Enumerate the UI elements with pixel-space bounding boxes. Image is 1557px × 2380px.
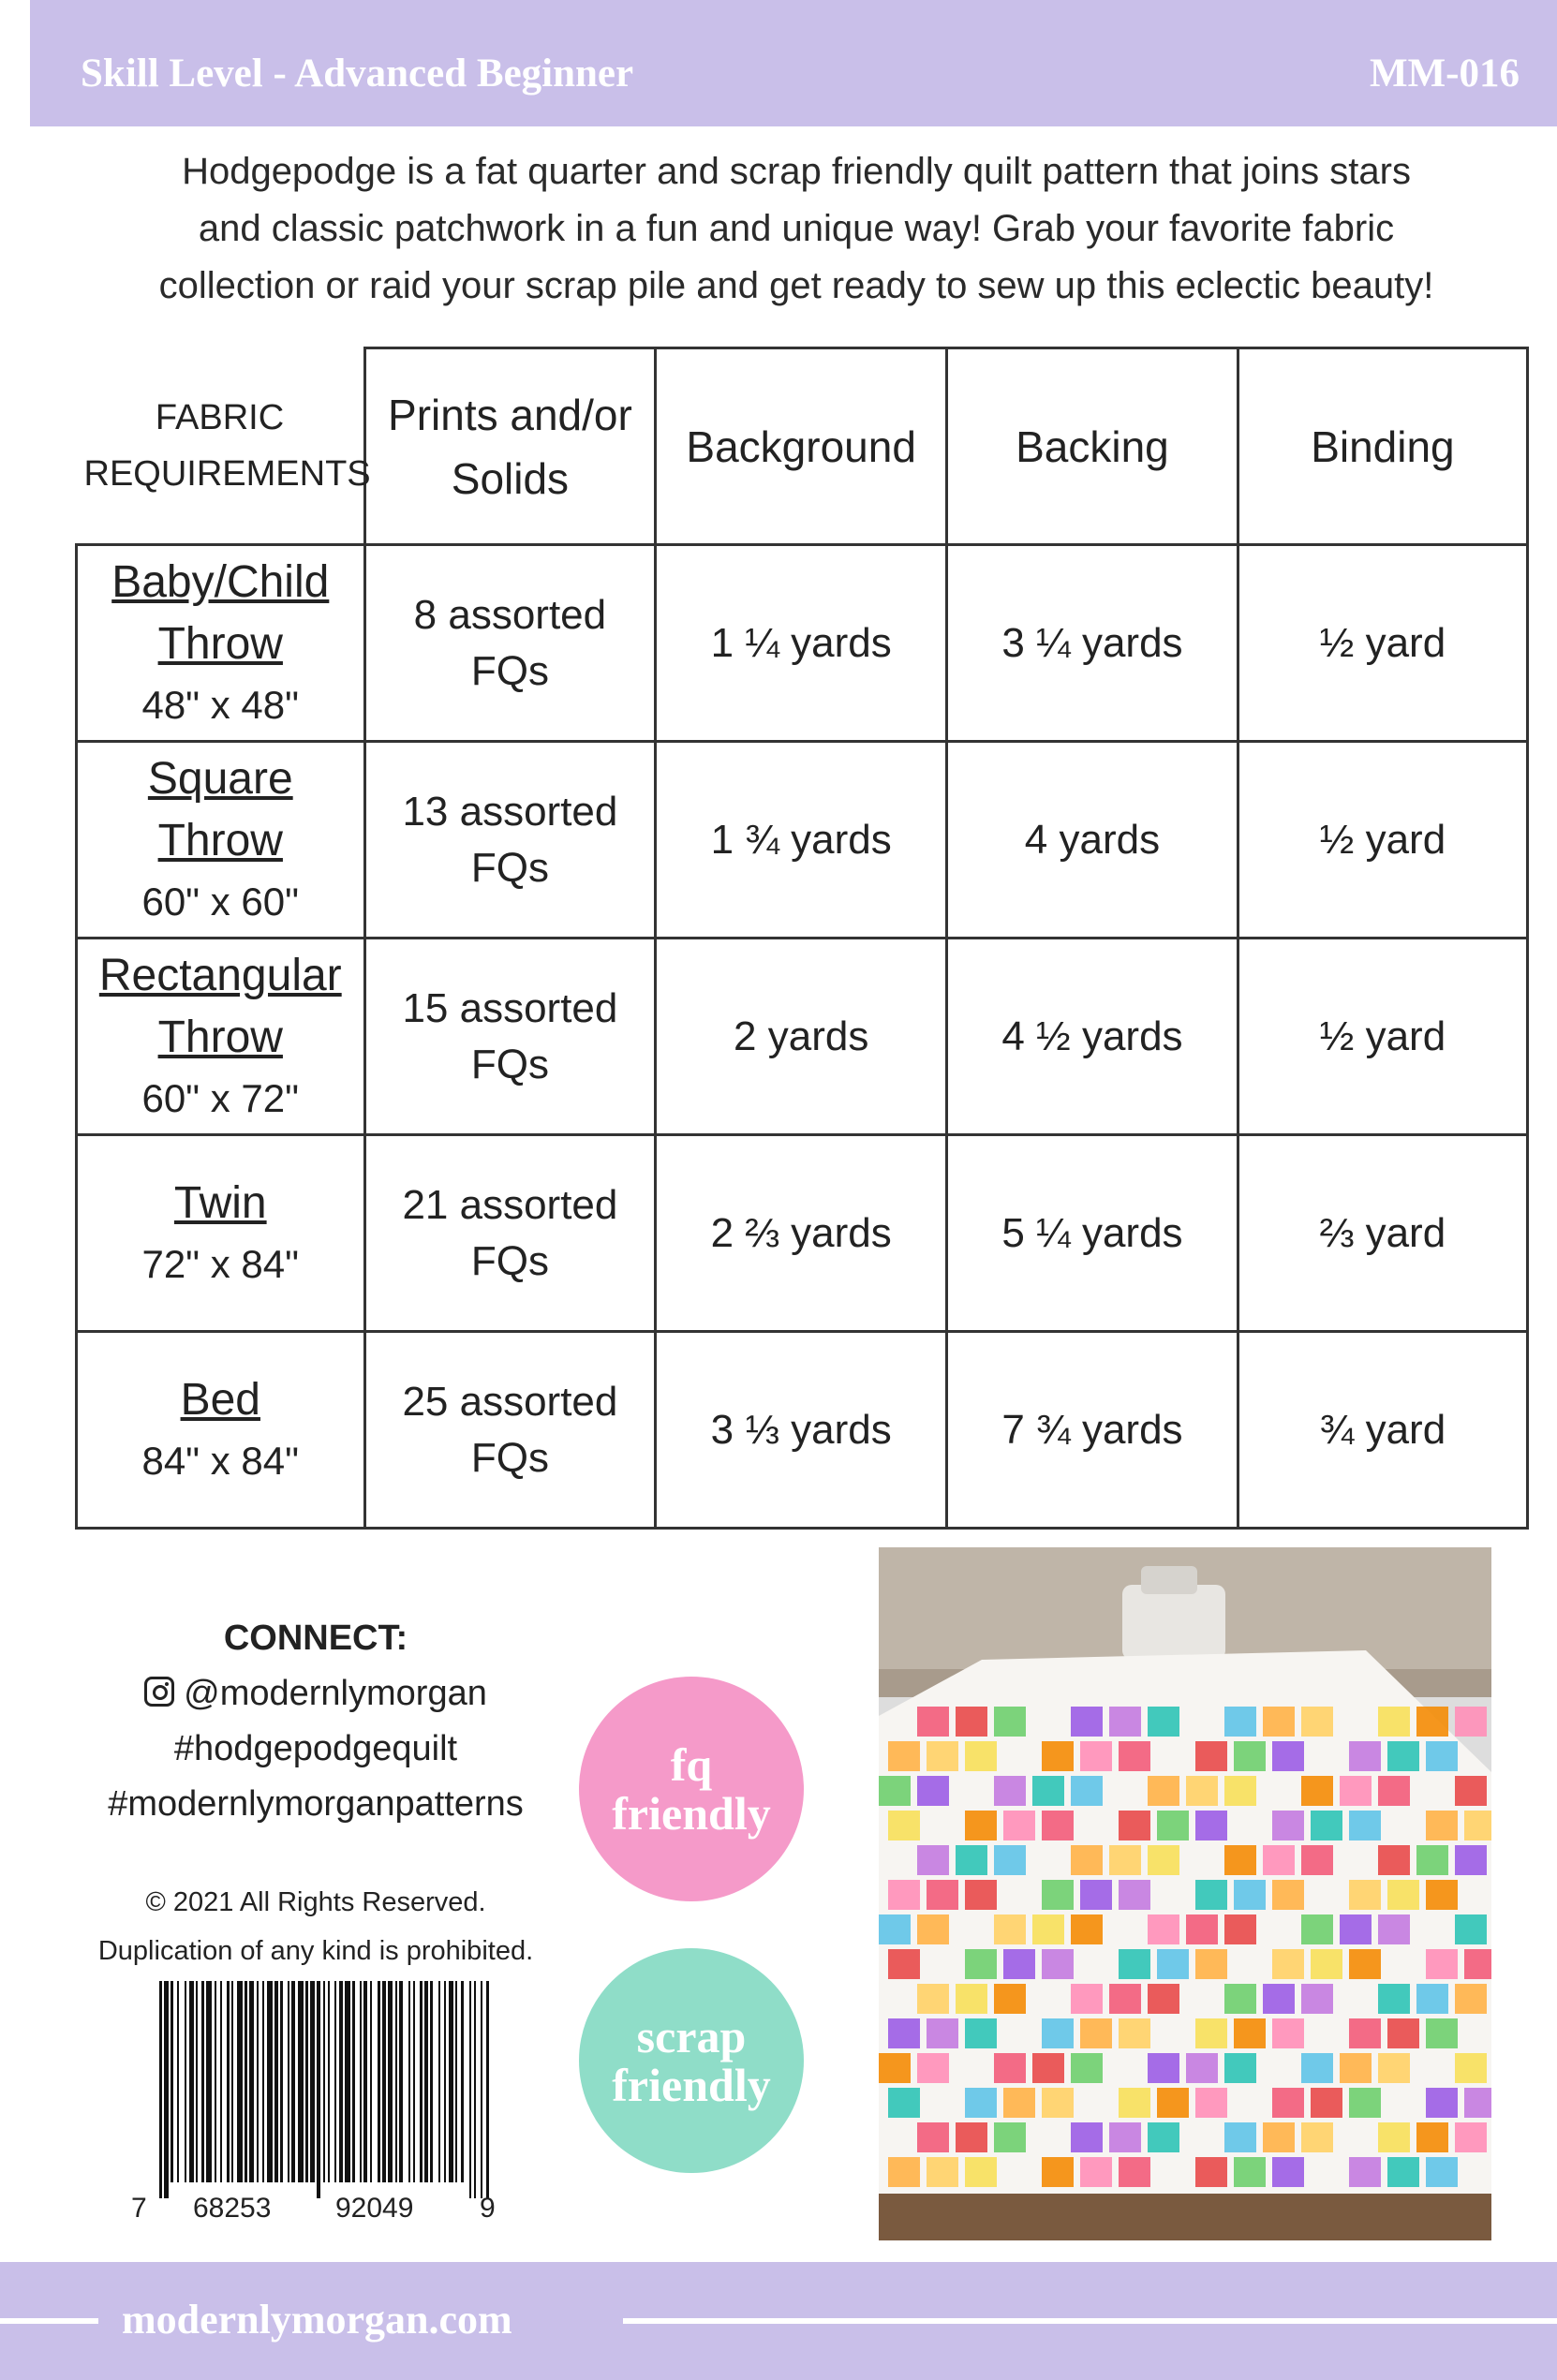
connect-title: CONNECT: bbox=[223, 1619, 408, 1658]
instagram-icon bbox=[144, 1677, 174, 1707]
barcode bbox=[131, 1981, 498, 2225]
background-cell: 2 ⅔ yards bbox=[656, 1135, 947, 1332]
footer-rule-left bbox=[0, 2318, 98, 2324]
quilt-dimensions: 84" x 84" bbox=[141, 1438, 300, 1483]
corner-label: FABRIC REQUIREMENTS bbox=[77, 348, 365, 545]
prints-cell: 13 assorted FQs bbox=[364, 742, 656, 939]
prints-cell: 25 assorted FQs bbox=[364, 1332, 656, 1529]
rights-notice bbox=[86, 1878, 545, 1975]
instagram-handle-row bbox=[86, 1666, 545, 1722]
quilt-dimensions: 60" x 60" bbox=[141, 879, 300, 924]
footer-band bbox=[0, 2262, 1557, 2380]
fq-friendly-badge: fq friendly bbox=[579, 1677, 804, 1901]
quilt-size-cell bbox=[77, 1135, 365, 1332]
quilt-size-name: Rectangular Throw bbox=[98, 950, 342, 1062]
pattern-code: MM-016 bbox=[1370, 52, 1520, 96]
background-cell: 1 ¼ yards bbox=[656, 545, 947, 742]
prints-cell: 8 assorted FQs bbox=[364, 545, 656, 742]
binding-cell: ½ yard bbox=[1238, 742, 1527, 939]
intro-line: Hodgepodge is a fat quarter and scrap friendly quilt pattern that joins stars bbox=[182, 151, 1411, 192]
background-cell: 2 yards bbox=[656, 939, 947, 1135]
quilt-size-name: Twin bbox=[173, 1177, 267, 1228]
binding-cell: ⅔ yard bbox=[1238, 1135, 1527, 1332]
binding-cell: ¾ yard bbox=[1238, 1332, 1527, 1529]
quilt-size-cell bbox=[77, 545, 365, 742]
copyright-line: © 2021 All Rights Reserved. bbox=[145, 1887, 486, 1917]
table-row bbox=[77, 545, 1528, 742]
barcode-bars bbox=[159, 1981, 489, 2198]
barcode-digit-last: 9 bbox=[480, 2193, 496, 2224]
quilt-size-name: Square Throw bbox=[147, 753, 293, 865]
quilt-dimensions: 72" x 84" bbox=[141, 1241, 300, 1286]
column-header: Prints and/or Solids bbox=[364, 348, 656, 545]
quilt-size-cell bbox=[77, 1332, 365, 1529]
barcode-digit-first: 7 bbox=[131, 2193, 147, 2224]
header-band bbox=[30, 0, 1557, 126]
background-cell: 3 ⅓ yards bbox=[656, 1332, 947, 1529]
fabric-requirements-table bbox=[75, 347, 1529, 1530]
binding-cell: ½ yard bbox=[1238, 939, 1527, 1135]
footer-rule-right bbox=[623, 2318, 1557, 2324]
skill-level-text: Skill Level - Advanced Beginner bbox=[81, 52, 634, 96]
quilt-size-cell bbox=[77, 939, 365, 1135]
duplication-line: Duplication of any kind is prohibited. bbox=[97, 1936, 534, 1966]
intro-paragraph bbox=[56, 143, 1536, 315]
barcode-digits-left: 68253 bbox=[189, 2193, 274, 2225]
column-header: Binding bbox=[1238, 348, 1527, 545]
quilt-size-cell bbox=[77, 742, 365, 939]
barcode-digits-right: 92049 bbox=[332, 2193, 417, 2225]
quilt-dimensions: 48" x 48" bbox=[141, 682, 300, 727]
backing-cell: 3 ¼ yards bbox=[947, 545, 1238, 742]
background-cell: 1 ¾ yards bbox=[656, 742, 947, 939]
intro-line: collection or raid your scrap pile and get ready to sew up this eclectic beauty! bbox=[158, 265, 1434, 306]
intro-line: and classic patchwork in a fun and unique way! Grab your favorite fabric bbox=[198, 208, 1395, 249]
quilt-dimensions: 60" x 72" bbox=[141, 1075, 300, 1120]
scrap-friendly-badge: scrap friendly bbox=[579, 1948, 804, 2173]
website-link[interactable]: modernlymorgan.com bbox=[122, 2297, 512, 2343]
hashtag: #modernlymorganpatterns bbox=[108, 1784, 524, 1824]
backing-cell: 4 ½ yards bbox=[947, 939, 1238, 1135]
backing-cell: 5 ¼ yards bbox=[947, 1135, 1238, 1332]
table-row bbox=[77, 1135, 1528, 1332]
table-row bbox=[77, 742, 1528, 939]
quilt-size-name: Bed bbox=[180, 1374, 260, 1425]
connect-block bbox=[86, 1611, 545, 1832]
table-row bbox=[77, 939, 1528, 1135]
quilt-size-name: Baby/Child Throw bbox=[111, 556, 330, 669]
hashtag: #hodgepodgequilt bbox=[173, 1729, 458, 1768]
prints-cell: 15 assorted FQs bbox=[364, 939, 656, 1135]
quilt-photo-illustration bbox=[879, 1547, 1491, 2240]
binding-cell: ½ yard bbox=[1238, 545, 1527, 742]
prints-cell: 21 assorted FQs bbox=[364, 1135, 656, 1332]
table-row bbox=[77, 1332, 1528, 1529]
instagram-handle: @modernlymorgan bbox=[184, 1674, 487, 1713]
column-header: Backing bbox=[947, 348, 1238, 545]
backing-cell: 7 ¾ yards bbox=[947, 1332, 1238, 1529]
column-header: Background bbox=[656, 348, 947, 545]
backing-cell: 4 yards bbox=[947, 742, 1238, 939]
table-header-row bbox=[77, 348, 1528, 545]
quilt-photo bbox=[879, 1547, 1491, 2240]
